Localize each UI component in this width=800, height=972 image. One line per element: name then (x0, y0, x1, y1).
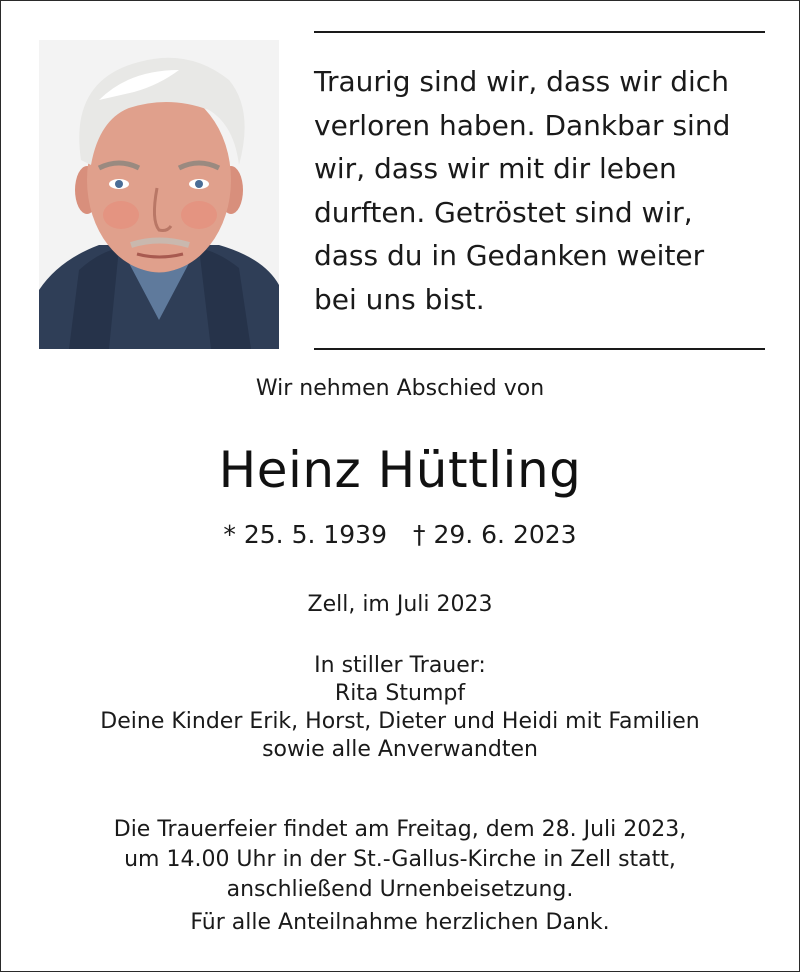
deceased-name: Heinz Hüttling (218, 441, 582, 499)
thanks-line: Für alle Anteilnahme herzlichen Dank. (190, 910, 610, 935)
portrait-illustration (39, 40, 279, 349)
quote-line: Traurig sind wir, dass wir dich (314, 65, 729, 98)
mourning-line: sowie alle Anverwandten (262, 737, 538, 762)
mourners-list (0, 652, 800, 764)
quote-line: bei uns bist. (314, 282, 485, 316)
service-line: anschließend Urnenbeisetzung. (226, 877, 574, 902)
quote-line: durften. Getröstet sind wir, (314, 195, 693, 229)
memorial-quote (314, 60, 774, 321)
farewell-intro: Wir nehmen Abschied von (255, 376, 545, 401)
mourning-line: In stiller Trauer: (314, 653, 486, 678)
birth-date: * 25. 5. 1939 (223, 520, 387, 549)
bottom-divider (314, 348, 765, 350)
mourning-line: Rita Stumpf (334, 681, 466, 706)
service-line: um 14.00 Uhr in der St.-Gallus-Kirche in Zell statt, (124, 847, 676, 872)
service-line: Die Trauerfeier findet am Freitag, dem 28. Juli 2023, (113, 817, 687, 842)
top-divider (314, 31, 765, 33)
life-dates (0, 518, 800, 552)
funeral-service-info (0, 815, 800, 905)
quote-line: dass du in Gedanken weiter (314, 239, 705, 272)
place-and-date: Zell, im Juli 2023 (307, 592, 493, 617)
quote-line: verloren haben. Dankbar sind (314, 108, 731, 142)
quote-line: wir, dass wir mit dir leben (314, 152, 677, 185)
mourning-line: Deine Kinder Erik, Horst, Dieter und Heidi mit Familien (100, 709, 700, 734)
death-date: † 29. 6. 2023 (413, 520, 577, 549)
portrait-photo (39, 40, 279, 349)
